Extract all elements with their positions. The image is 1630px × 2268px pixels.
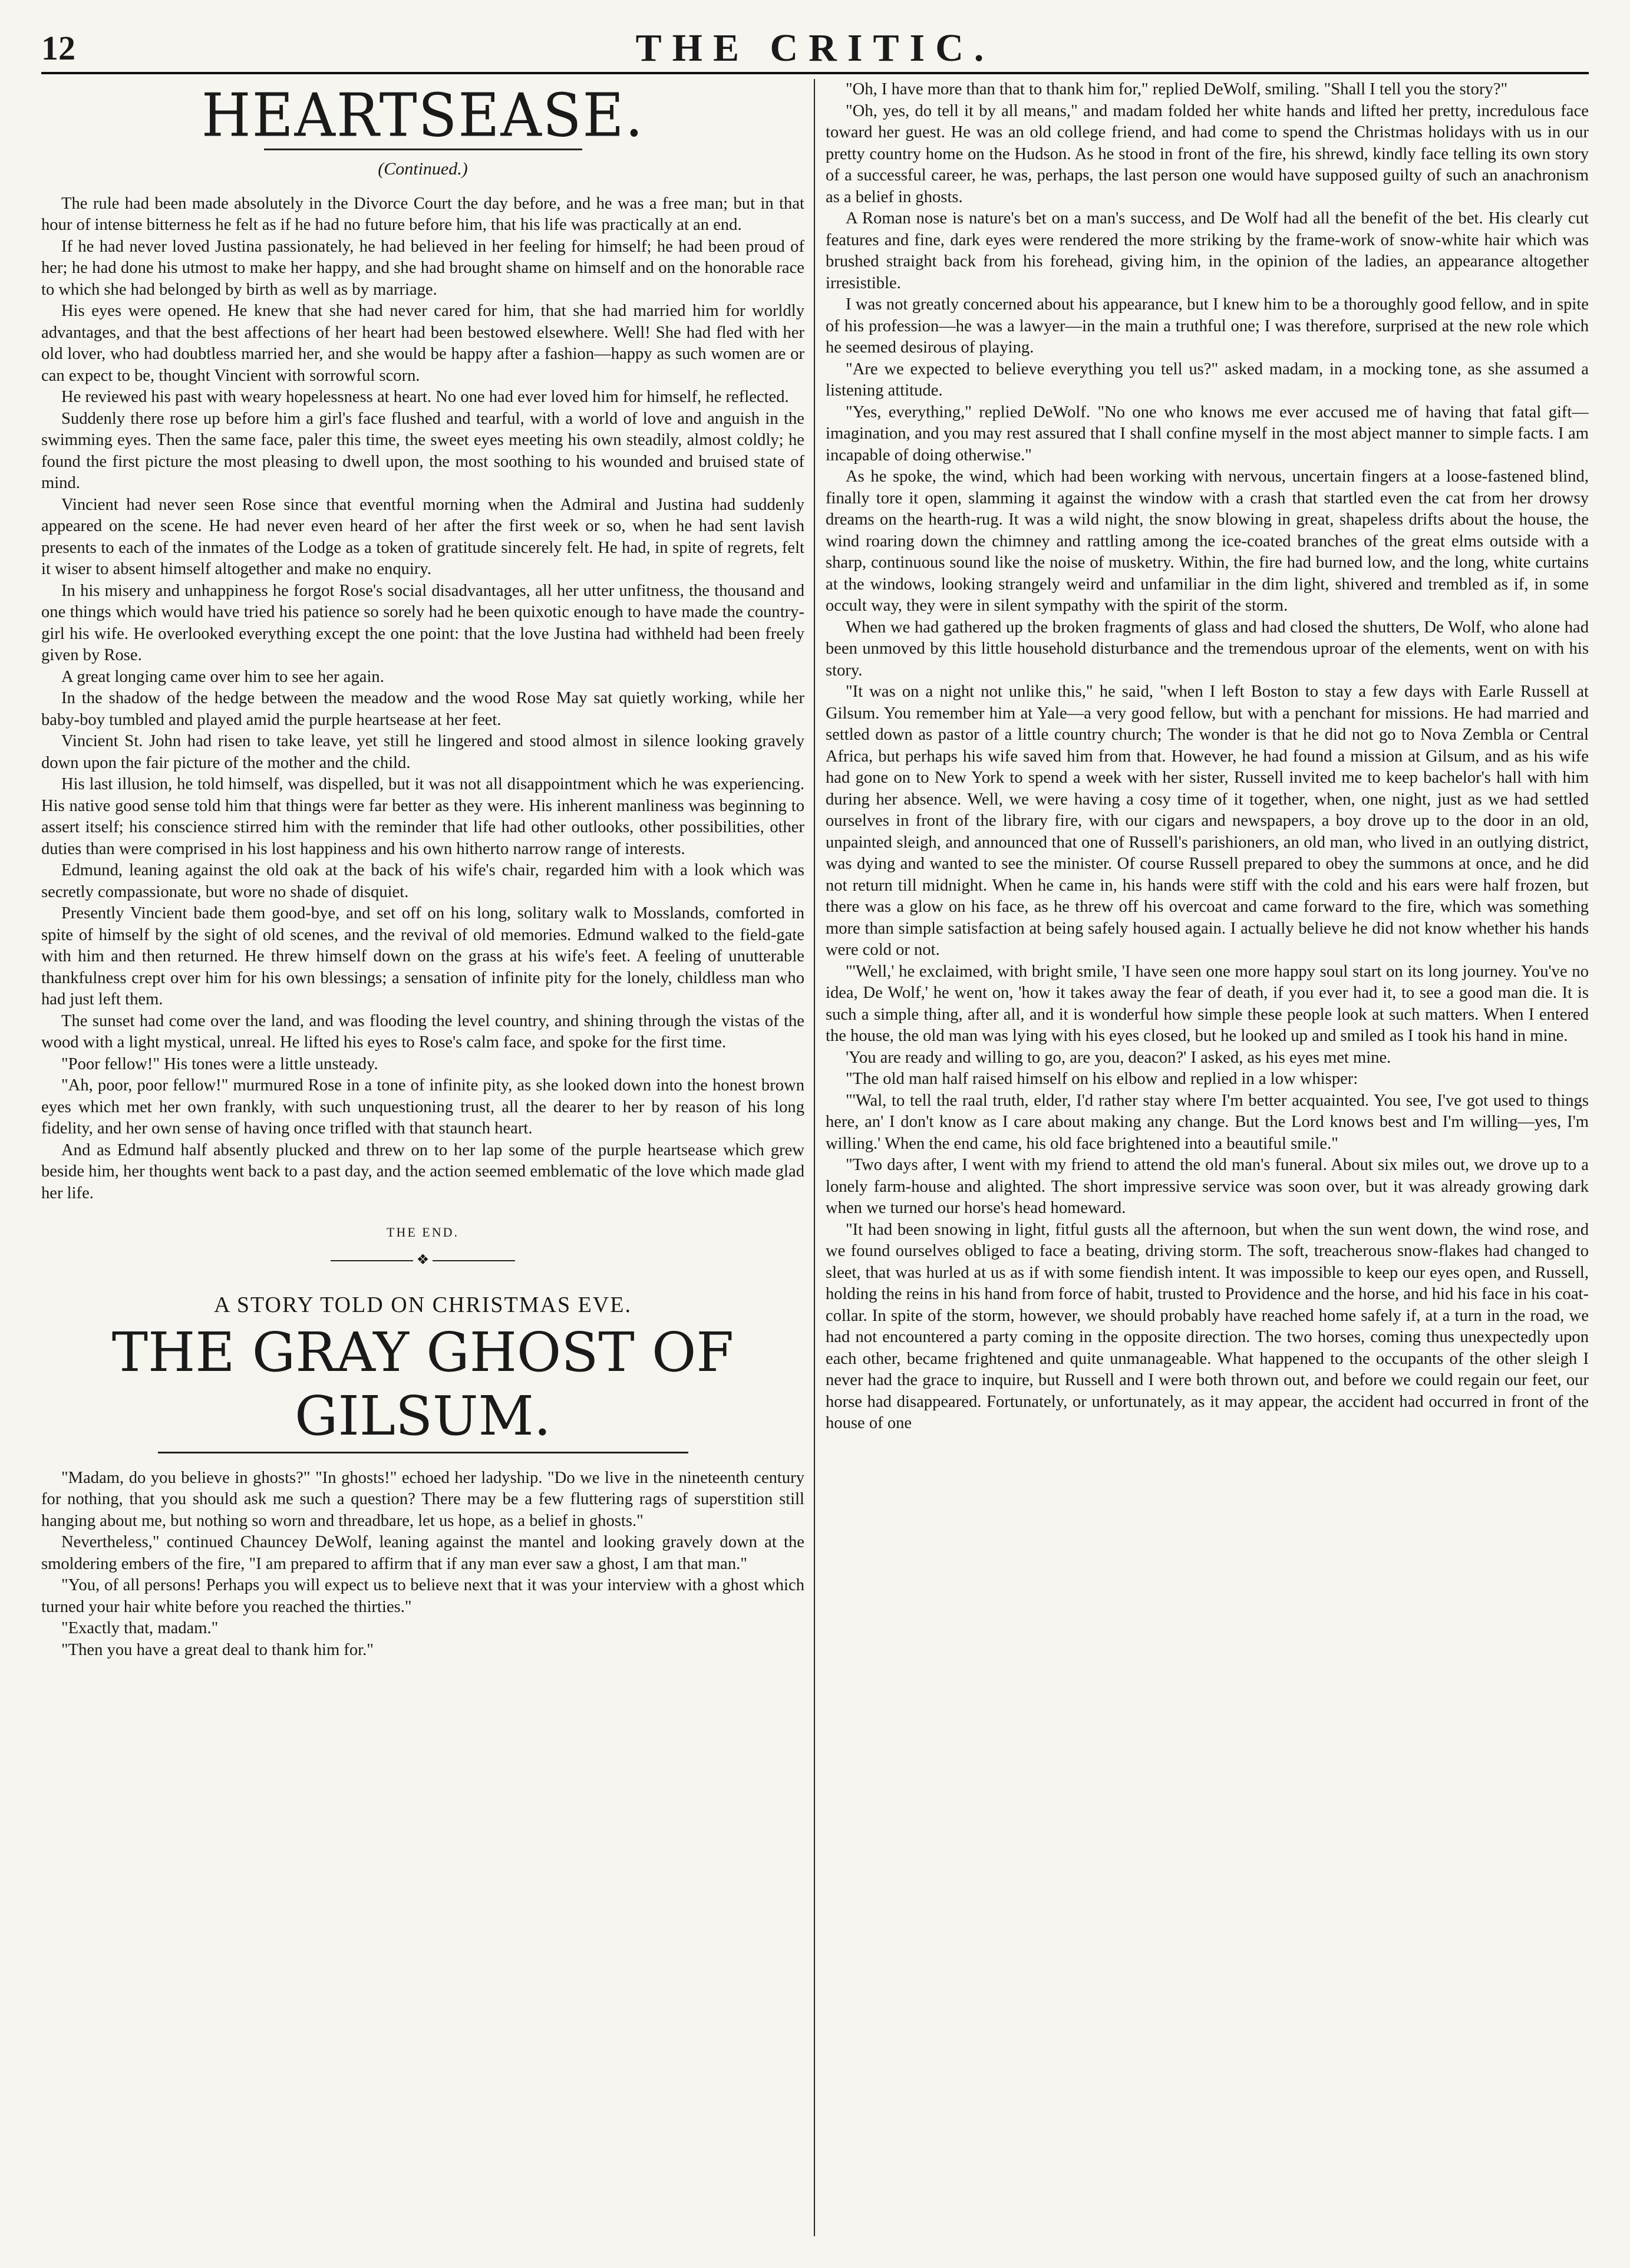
paragraph: Vincient had never seen Rose since that eventful morning when the Admiral and Justina had suddenly appeared on the scene. He had never even heard of her after the first week or so, when he had sent lavish presents to each of the inmates of the Lodge as a token of gratitude sincerely felt. He had, in spite of regrets, felt it wiser to absent himself altogether and make no enquiry.	[41, 495, 804, 578]
story-title-heartsease: HEARTSEASE.	[201, 81, 645, 150]
paragraph: The rule had been made absolutely in the Divorce Court the day before, and he was a free man; but in that hour of intense bitterness he felt as if he had no future before him, that his life was practically at an end.	[41, 194, 804, 234]
paragraph: A great longing came over him to see her again.	[61, 667, 384, 686]
paragraph: The sunset had come over the land, and was flooding the level country, and shining through the vistas of the wood with a light mystical, unreal. He lifted his eyes to Rose's calm face, and spoke for the first time.	[41, 1011, 804, 1051]
paragraph: "Ah, poor, poor fellow!" murmured Rose in a tone of infinite pity, as she looked down into the honest brown eyes which met her own frankly, with such unquestioning trust, all the dearer to her by reason of his long fidelity, and her own sense of having once trifled with that staunch heart.	[41, 1076, 804, 1138]
paragraph: "Oh, I have more than that to thank him for," replied DeWolf, smiling. "Shall I tell you the story?"	[846, 80, 1508, 98]
paragraph: A Roman nose is nature's bet on a man's success, and De Wolf had all the benefit of the bet. His clearly cut features and fine, dark eyes were rendered the more striking by the frame-work of snow-white hair which was brushed straight back from his forehead, giving him, in the opinion of the ladies, an appearance altogether irresistible.	[826, 209, 1589, 292]
paragraph: "It had been snowing in light, fitful gusts all the afternoon, but when the sun went down, the wind rose, and we found ourselves obliged to face a beating, driving storm. The soft, treacherous snow-flakes had changed to sleet, that was hurled at us as if with some fiendish intent. It was impossible to keep our eyes open, and Russell, holding the reins in his hand from force of habit, trusted to Providence and the horse, and hid his face in his coat-collar. In spite of the storm, however, we should probably have reached home safely if, at a turn in the road, we had not encountered a party coming in the opposite direction. The two horses, coming thus unexpectedly upon each other, became frightened and quite unmanageable. What happened to the occupants of the other sleigh I never had the grace to inquire, but Russell and I were both thrown out, and before we could regain our feet, our horse had disappeared. Fortunately, or unfortunately, as it may appear, the accident had occurred in front of the house of one	[826, 1220, 1589, 1432]
paragraph: Vincient St. John had risen to take leave, yet still he lingered and stood almost in silence looking gravely down upon the fair picture of the mother and the child.	[41, 732, 804, 772]
right-column	[826, 79, 1589, 2236]
journal-title: THE CRITIC.	[635, 27, 995, 70]
paragraph: "Poor fellow!" His tones were a little unsteady.	[61, 1054, 378, 1073]
paragraph: Nevertheless," continued Chauncey DeWolf, leaning against the mantel and looking gravely down at the smoldering embers of the fire, "I am prepared to affirm that if any man ever saw a ghost, I am that man."	[41, 1533, 804, 1573]
paragraph: "The old man half raised himself on his elbow and replied in a low whisper:	[846, 1070, 1358, 1088]
paragraph: His eyes were opened. He knew that she had never cared for him, that she had married him for worldly advantages, and that the best affections of her heart had been bestowed elsewhere. Well! She had fled with her old lover, who had doubtless married her, and she would be happy after a fashion—happy as such women are or can expect to be, thought Vincient with sorrowful scorn.	[41, 302, 804, 385]
paragraph: "Yes, everything," replied DeWolf. "No one who knows me ever accused me of having that fatal gift—imagination, and you may rest assured that I shall confine myself in the most abject manner to simple facts. I am incapable of doing otherwise."	[826, 403, 1589, 464]
paragraph: "Two days after, I went with my friend to attend the old man's funeral. About six miles out, we drove up to a lonely farm-house and alighted. The short impressive service was soon over, but it was already growing dark when we turned our horse's head homeward.	[826, 1156, 1589, 1217]
the-end-label: THE END.	[387, 1225, 459, 1240]
paragraph: If he had never loved Justina passionately, he had believed in her feeling for himself; he had been proud of her; he had done his utmost to make her happy, and she had brought shame on himself and on the honorable race to which she had belonged by birth as well as by marriage.	[41, 237, 804, 299]
paragraph: I was not greatly concerned about his appearance, but I knew him to be a thoroughly good fellow, and in spite of his profession—he was a lawyer—in the main a truthful one; I was therefore, surprised at the new role which he seemed desirous of playing.	[826, 295, 1589, 357]
paragraph: He reviewed his past with weary hopelessness at heart. No one had ever loved him for himself, he reflected.	[61, 388, 789, 406]
column-divider	[814, 79, 815, 2236]
paragraph: "'Wal, to tell the raal truth, elder, I'd rather stay where I'm better acquainted. You see, I've got used to things here, an' I don't know as I care about making any change. But the Lord knows best and I'm willing—yes, I'm willing.' When the end came, his old face brightened into a beautiful smile."	[826, 1091, 1589, 1153]
masthead-rule	[41, 72, 1589, 74]
paragraph: Suddenly there rose up before him a girl's face flushed and tearful, with a world of love and anguish in the swimming eyes. Then the same face, paler this time, the sweet eyes meeting his own steadily, almost coldly; he found the first picture the most pleasing to dwell upon, the most soothing to his wounded and bruised state of mind.	[41, 409, 804, 492]
paragraph: "'Well,' he exclaimed, with bright smile, 'I have seen one more happy soul start on its long journey. You've no idea, De Wolf,' he went on, 'how it takes away the fear of death, if you ever had it, to see a good man die. It is such a simple thing, after all, and it is wonderful how simple these people look at such matters. When I entered the house, the old man was lying with his eyes closed, but he looked up and smiled as I took his hand in mine.	[826, 962, 1589, 1045]
paragraph: In the shadow of the hedge between the meadow and the wood Rose May sat quietly working, while her baby-boy tumbled and played amid the purple heartsease at her feet.	[41, 689, 804, 729]
paragraph: As he spoke, the wind, which had been working with nervous, uncertain fingers at a loose-fastened blind, finally tore it open, slamming it against the window with a crash that startled even the cat from her drowsy dreams on the hearth-rug. It was a wild night, the snow blowing in great, shapeless drifts about the house, the wind roaring down the chimney and rattling among the ice-coated branches of the great elms outside with a sharp, continuous sound like the noise of musketry. Within, the fire had burned low, and the long, white curtains at the windows, looking strangely weird and unfamiliar in the dim light, shivered and trembled as if, in some occult way, they were in silent sympathy with the spirit of the storm.	[826, 467, 1589, 615]
paragraph: "You, of all persons! Perhaps you will expect us to believe next that it was your interview with a ghost which turned your hair white before you reached the thirties."	[41, 1576, 804, 1616]
paragraph: "Are we expected to believe everything you tell us?" asked madam, in a mocking tone, as she assumed a listening attitude.	[826, 360, 1589, 400]
paragraph: Edmund, leaning against the old oak at the back of his wife's chair, regarded him with a look which was secretly compassionate, but wore no shade of disquiet.	[41, 861, 804, 901]
paragraph: "Exactly that, madam."	[61, 1619, 219, 1637]
paragraph: "Oh, yes, do tell it by all means," and madam folded her white hands and lifted her pretty, incredulous face toward her guest. He was an old college friend, and had come to spend the Christmas holidays with us in our pretty country home on the Hudson. As he stood in front of the fire, his shrewd, kindly face telling its own story of a successful career, he was, perhaps, the last person one would have supposed guilty of such an anachronism as a belief in ghosts.	[826, 101, 1589, 206]
paragraph: "Madam, do you believe in ghosts?" "In ghosts!" echoed her ladyship. "Do we live in the nineteenth century for nothing, that you should ask me such a question? There may be a few fluttering rags of superstition still hanging about me, but nothing so worn and threadbare, let us hope, as a belief in ghosts."	[41, 1468, 804, 1530]
divider-ornament: ❖	[41, 1250, 804, 1271]
paragraph: And as Edmund half absently plucked and threw on to her lap some of the purple heartsease which grew beside him, her thoughts went back to a past day, and the action seemed emblematic of the love which made glad her life.	[41, 1140, 804, 1202]
title-rule	[158, 1452, 688, 1453]
left-column	[41, 79, 804, 2236]
page-number: 12	[41, 29, 75, 67]
paragraph: His last illusion, he told himself, was dispelled, but it was not all disappointment which he was experiencing. His native good sense told him that things were far better as they were. His inherent manliness was beginning to assert itself; his conscience stirred him with the reminder that life had other outlooks, other possibilities, other duties than were comprised in his lost happiness and his own hitherto narrow range of interests.	[41, 775, 804, 858]
paragraph: "Then you have a great deal to thank him for."	[61, 1640, 374, 1659]
masthead	[41, 24, 1589, 71]
story-title-gray-ghost: THE GRAY GHOST OF GILSUM.	[111, 1320, 734, 1448]
paragraph: Presently Vincient bade them good-bye, and set off on his long, solitary walk to Mosslands, comforted in spite of himself by the sight of old scenes, and the revival of old memories. Edmund walked to the field-gate with him and then returned. He threw himself down on the grass at his wife's feet. A feeling of unutterable thankfulness crept over him for his own blessings; a sensation of infinite pity for the lonely, childless man who had just left them.	[41, 904, 804, 1008]
paragraph: 'You are ready and willing to go, are you, deacon?' I asked, as his eyes met mine.	[846, 1048, 1391, 1067]
story-kicker: A STORY TOLD ON CHRISTMAS EVE.	[214, 1293, 632, 1317]
paragraph: In his misery and unhappiness he forgot Rose's social disadvantages, all her utter unfitness, the thousand and one things which would have tried his patience so sorely had he been quixotic enough to have made the country-girl his wife. He overlooked everything except the one point: that the love Justina had withheld had been freely given by Rose.	[41, 581, 804, 664]
heartsease-body	[41, 193, 804, 1205]
paragraph: When we had gathered up the broken fragments of glass and had closed the shutters, De Wolf, who alone had been unmoved by this little household disturbance and the tremendous uproar of the elements, went on with his story.	[826, 618, 1589, 680]
continued-label: (Continued.)	[378, 159, 468, 179]
paragraph: "It was on a night not unlike this," he said, "when I left Boston to stay a few days with Earle Russell at Gilsum. You remember him at Yale—a very good fellow, but with a penchant for missions. He had married and settled down as pastor of a little country church; The wonder is that he did not go to Nova Zembla or Central Africa, but perhaps his wife saved him from that. However, he had found a mission at Gilsum, and as his wife had gone on to New York to spend a week with her sister, Russell invited me to keep bachelor's hall with him during her absence. Well, we were having a cosy time of it together, when, one night, just as we had settled ourselves in front of the library fire, with our cigars and newspapers, a boy drove up to the door in an old, unpainted sleigh, and announced that one of Russell's parishioners, an old man, who lived in an outlying district, was dying and wanted to see the minister. Of course Russell prepared to obey the summons at once, and he did not return till midnight. When he came in, his hands were stiff with the cold and his ears were half frozen, but there was a glow on his face, as he threw off his overcoat and came forward to the fire, which was something more than simple satisfaction at being safely housed again. I actually believe he did not know whether his hands were cold or not.	[826, 683, 1589, 959]
gray-ghost-body-start	[41, 1468, 804, 1662]
